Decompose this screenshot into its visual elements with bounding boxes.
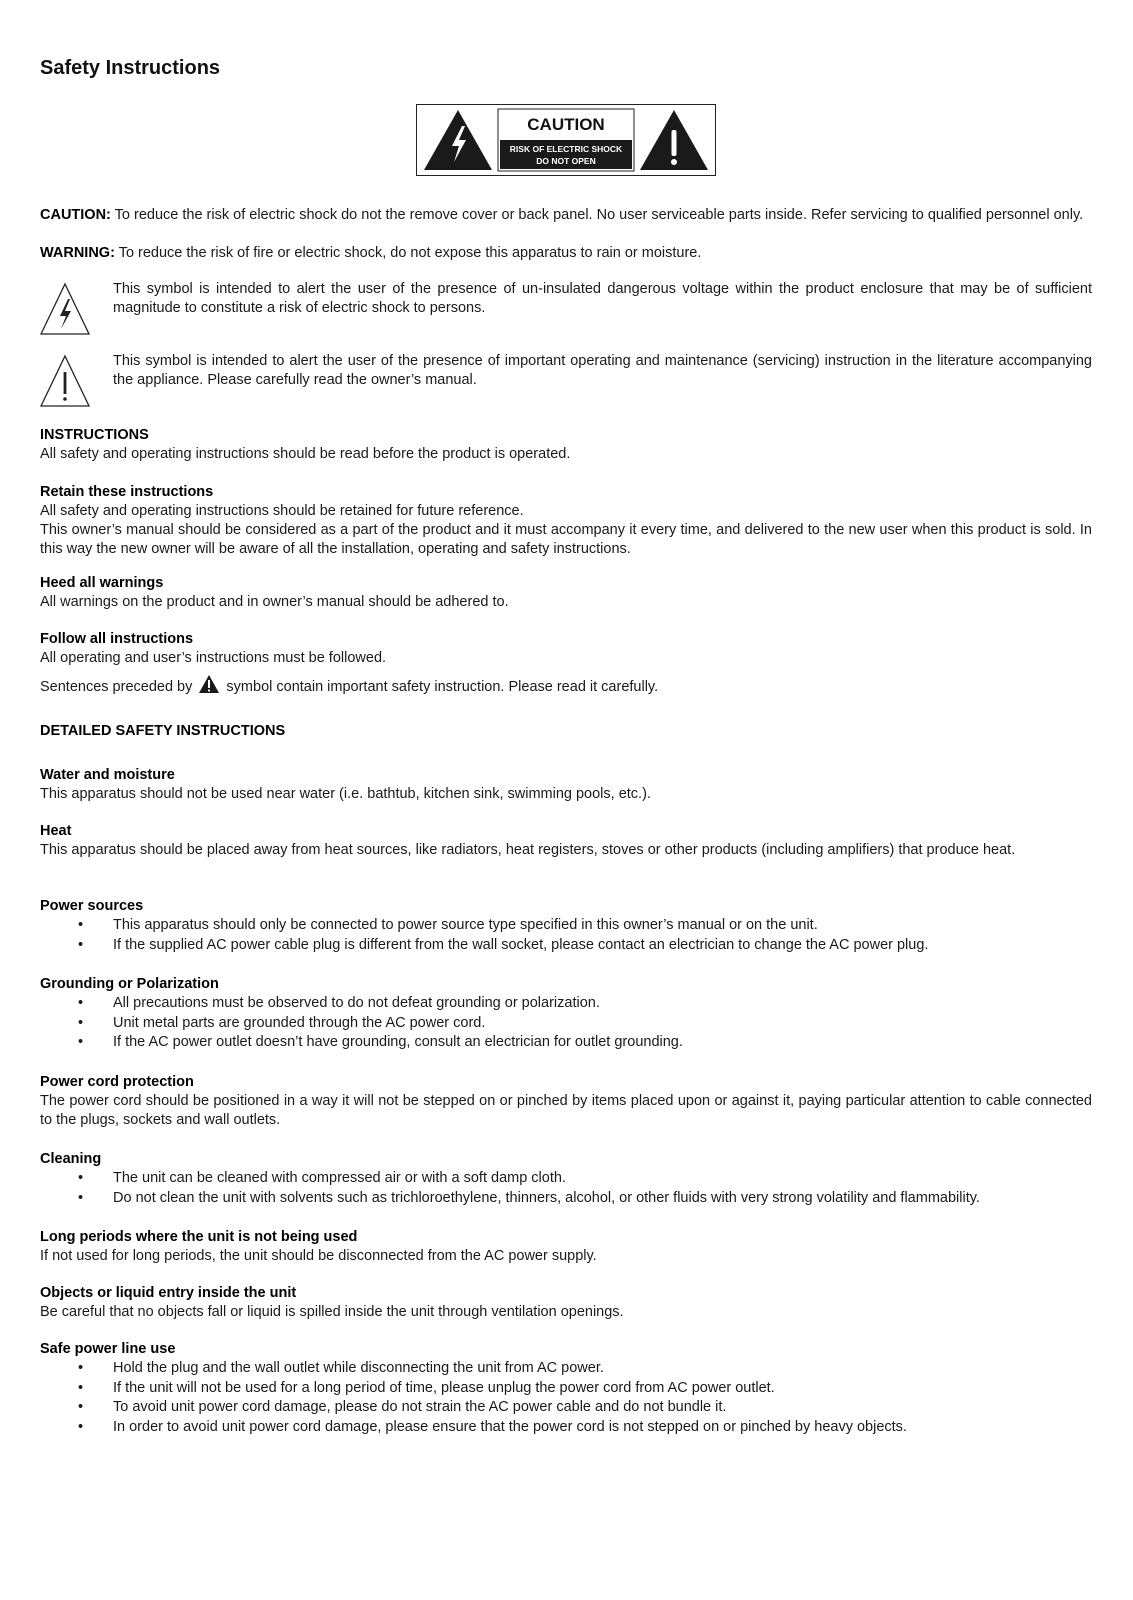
caution-label: CAUTION: bbox=[40, 207, 111, 223]
caution-text: To reduce the risk of electric shock do not the remove cover or back panel. No user serviceable parts inside. Refer servicing to qualified personnel only. bbox=[110, 207, 1084, 223]
section-grounding bbox=[40, 975, 1092, 1053]
list-item: • If the supplied AC power cable plug is different from the wall socket, please contact an electrician to change the AC power plug. bbox=[78, 936, 929, 953]
follow-note-pre: Sentences preceded by bbox=[40, 679, 193, 695]
retain-heading: Retain these instructions bbox=[40, 484, 214, 500]
grounding-heading: Grounding or Polarization bbox=[40, 976, 219, 992]
caution-paragraph bbox=[40, 206, 1092, 225]
warning-label: WARNING: bbox=[40, 245, 115, 261]
objects-heading: Objects or liquid entry inside the unit bbox=[40, 1285, 297, 1301]
cleaning-list bbox=[40, 1169, 1092, 1208]
follow-symbol-note bbox=[40, 674, 1092, 697]
long-periods-heading: Long periods where the unit is not being used bbox=[40, 1229, 358, 1245]
heat-text: This apparatus should be placed away from heat sources, like radiators, heat registers, stoves or other products (including amplifiers) that produce heat. bbox=[40, 842, 1016, 858]
follow-heading: Follow all instructions bbox=[40, 631, 194, 647]
section-power-sources bbox=[40, 897, 1092, 955]
retain-line-2: This owner’s manual should be considered as a part of the product and it must accompany it every time, and delivered to the new user when this product is sold. In this way the new owner will be aware of all the installation, operating and safety instructions. bbox=[40, 522, 1092, 557]
section-follow bbox=[40, 630, 1092, 697]
list-item: • If the AC power outlet doesn’t have grounding, consult an electrician for outlet grounding. bbox=[78, 1034, 683, 1050]
caution-banner-graphic bbox=[416, 104, 716, 176]
follow-note-post: symbol contain important safety instruction. Please read it carefully. bbox=[226, 679, 659, 695]
section-heat bbox=[40, 822, 1092, 860]
caution-banner bbox=[416, 104, 716, 176]
symbol-attention-text: This symbol is intended to alert the user of the presence of important operating and maintenance (servicing) instruction in the literature accompanying the appliance. Please carefully read the owner’s manual. bbox=[113, 353, 1092, 388]
safe-power-list bbox=[40, 1359, 1092, 1437]
objects-text: Be careful that no objects fall or liquid is spilled inside the unit through ventilation openings. bbox=[40, 1304, 624, 1320]
water-heading: Water and moisture bbox=[40, 767, 175, 783]
warning-paragraph bbox=[40, 244, 1092, 263]
section-retain bbox=[40, 483, 1092, 559]
water-text: This apparatus should not be used near water (i.e. bathtub, kitchen sink, swimming pools, etc.). bbox=[40, 786, 651, 802]
list-item: • Hold the plug and the wall outlet while disconnecting the unit from AC power. bbox=[78, 1360, 604, 1376]
small-warning-triangle-icon bbox=[198, 674, 220, 694]
follow-text: All operating and user’s instructions must be followed. bbox=[40, 650, 387, 666]
detailed-heading: DETAILED SAFETY INSTRUCTIONS bbox=[40, 723, 286, 739]
list-item: • If the unit will not be used for a long period of time, please unplug the power cord from AC power outlet. bbox=[78, 1379, 775, 1396]
section-objects bbox=[40, 1284, 1092, 1322]
section-safe-power bbox=[40, 1340, 1092, 1437]
banner-caution-word: CAUTION bbox=[527, 115, 605, 134]
heed-heading: Heed all warnings bbox=[40, 575, 164, 591]
section-instructions bbox=[40, 426, 1092, 464]
symbol-row-attention bbox=[40, 352, 1092, 412]
list-item: • In order to avoid unit power cord damage, please ensure that the power cord is not stepped on or pinched by heavy objects. bbox=[78, 1418, 907, 1435]
exclamation-outline-triangle-icon bbox=[40, 354, 92, 410]
section-long-periods bbox=[40, 1228, 1092, 1266]
list-item: • Do not clean the unit with solvents such as trichloroethylene, thinners, alcohol, or other fluids with very strong volatility and flammability. bbox=[78, 1189, 980, 1206]
instructions-text: All safety and operating instructions should be read before the product is operated. bbox=[40, 446, 571, 462]
cleaning-heading: Cleaning bbox=[40, 1151, 102, 1167]
power-sources-heading: Power sources bbox=[40, 898, 144, 914]
heed-text: All warnings on the product and in owner’s manual should be adhered to. bbox=[40, 594, 509, 610]
list-item: • Unit metal parts are grounded through the AC power cord. bbox=[78, 1014, 486, 1031]
long-periods-text: If not used for long periods, the unit should be disconnected from the AC power supply. bbox=[40, 1248, 597, 1264]
symbol-shock-text: This symbol is intended to alert the user of the presence of un-insulated dangerous voltage within the product enclosure that may be of sufficient magnitude to constitute a risk of electric shock to persons. bbox=[113, 281, 1092, 316]
grounding-list bbox=[40, 994, 1092, 1053]
cord-heading: Power cord protection bbox=[40, 1074, 194, 1090]
section-water bbox=[40, 766, 1092, 804]
section-cord-protection bbox=[40, 1073, 1092, 1130]
section-heed bbox=[40, 574, 1092, 612]
instructions-heading: INSTRUCTIONS bbox=[40, 427, 149, 443]
list-item: • This apparatus should only be connected to power source type specified in this owner’s manual or on the unit. bbox=[78, 917, 818, 933]
section-cleaning bbox=[40, 1150, 1092, 1208]
banner-line-1: RISK OF ELECTRIC SHOCK bbox=[509, 144, 623, 154]
banner-line-2: DO NOT OPEN bbox=[536, 156, 596, 166]
list-item: • To avoid unit power cord damage, please do not strain the AC power cable and do not bundle it. bbox=[78, 1399, 727, 1415]
lightning-triangle-icon bbox=[40, 282, 92, 338]
safe-power-heading: Safe power line use bbox=[40, 1341, 176, 1357]
heat-heading: Heat bbox=[40, 823, 72, 839]
list-item: • All precautions must be observed to do not defeat grounding or polarization. bbox=[78, 995, 600, 1011]
power-sources-list bbox=[40, 916, 1092, 955]
symbol-row-shock bbox=[40, 280, 1092, 340]
list-item: • The unit can be cleaned with compressed air or with a soft damp cloth. bbox=[78, 1170, 566, 1186]
cord-text: The power cord should be positioned in a way it will not be stepped on or pinched by items placed upon or against it, paying particular attention to cable connected to the plugs, sockets and wall outlets. bbox=[40, 1093, 1092, 1128]
warning-text: To reduce the risk of fire or electric shock, do not expose this apparatus to rain or moisture. bbox=[114, 245, 702, 261]
retain-line-1: All safety and operating instructions should be retained for future reference. bbox=[40, 503, 524, 519]
page-title: Safety Instructions bbox=[40, 57, 221, 79]
